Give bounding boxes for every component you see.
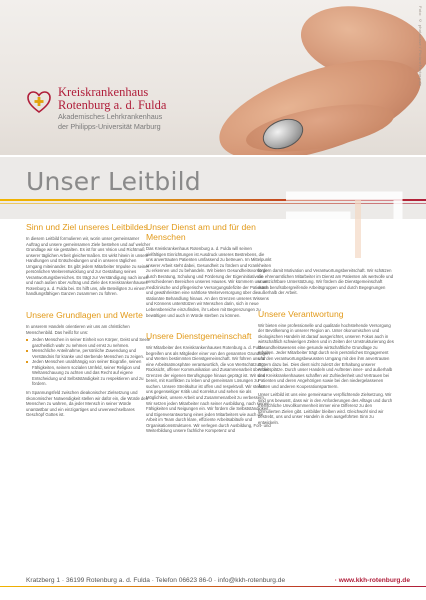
hospital-logo bbox=[26, 86, 166, 132]
footer-contact bbox=[26, 577, 410, 584]
body-paragraph: Unser Leitbild ist uns eine gemeinsame verpflichtende Zielsetzung. Wir sind uns bewusst, dass wir in den Anforderungen des Alltags und durch menschliche Unvollkommenheit immer eine Differenz zu den formulierten Zielen gibt. Leitbilder bleiben wird. Gleichwohl sind wir bestrebt, uns und unser Handeln in den ausgeführten Sinn zu entwickeln. bbox=[258, 392, 393, 426]
body-paragraph: Das Kreiskrankenhaus Rotenburg a. d. Fulda will seinen vielfältigen Einrichtungen ist Ausdruck unseres Bestrebens, die uns anvertrauten Patienten umfassend zu betreuen. Im Mittelpunkt unserer Arbeit steht dabei, Gesundheit zu fördern und Krankheiten zu erkennen und zu behandeln. Wir bieten Gesundheitsvorsorge durch Beratung, Schulung und Förderung der Eigeninitiative in verschiedenen Bereichen unseres Hauses. Wir kümmern uns um medizinische und pflegerische Versorgungsdefizite der Patienten und gewährleisten eine nahtlose Weiterversorgung über die stationäre Behandlung hinaus. An den Grenzen unseres Wissens und Könnens unterstützen wir Menschen darin, sich in neue Lebensbereiche einzufinden, ihr Leben mit Begrenzungen zu bewältigen und auch in Würde sterben zu können. bbox=[146, 246, 272, 318]
logo-sub-line2: der Philipps-Universität Marburg bbox=[58, 122, 161, 132]
section-heading: Unser Dienst am und für den Menschen bbox=[146, 222, 256, 242]
footer-website-link[interactable]: · www.kkh-rotenburg.de bbox=[334, 577, 410, 584]
heart-cross-icon bbox=[26, 89, 52, 115]
body-paragraph: Im Spannungsfeld zwischen dieakonischer Zielsetzung und ökonomischer Notwendigkeit stellen wir dafür ein, die Würde des Menschen zu wahren, da jeder Mensch in seiner Würde unantastbar und ein einzigartiges und unverwechselbares Geschöpf Gottes ist. bbox=[26, 390, 148, 418]
values-list bbox=[26, 337, 152, 387]
column-middle bbox=[146, 222, 272, 437]
section-heading: Unsere Verantwortung bbox=[258, 308, 344, 319]
brand-decoration bbox=[276, 186, 408, 258]
body-paragraph: In diesem Leitbild formulieren wir, worin unser gemeinsamer Auftrag und unsere gemeinsamen Ziele bestehen und auf welcher Grundlage wir sie gestalten. Es ist für uns Vision und Richtmaß unserer täglichen Arbeit gleichermaßen. Es wirkt hinein in unsere Handlungen und Entscheidungen und in unseren täglichen Umgang miteinander. Es gibt jedem Mitarbeiter Impulse zu seiner persönlichen Weiterentwicklung und zur Gestaltung seines Verantwortungsbereiches. Es trägt zur Verständigung nach innen und nach außen über Auftrag und Ziele des Kreiskrankenhauses Rotenburg a. d. Fulda bei. Es hilft uns, alle Beteiligten zu einem handlungsfähigen Ganzen zusammen zu führen. bbox=[26, 236, 151, 297]
section-heading: Unsere Grundlagen und Werte bbox=[26, 310, 143, 321]
section-heading: Unsere Dienstgemeinschaft bbox=[146, 331, 252, 342]
column-left bbox=[26, 222, 152, 421]
photo-credit: Foto: © photocase / PictureFactory.de bbox=[418, 6, 423, 87]
page-title: Unser Leitbild bbox=[26, 167, 201, 196]
list-item: Jeden Menschen in seiner Einheit von Körper, Geist und Seele ganzheitlich wahr zu nehmen und ernst zu nehmen. bbox=[26, 337, 152, 348]
footer-accent-line bbox=[0, 586, 426, 587]
body-paragraph: In unserem Handeln orientieren wir uns am christlichen Menschenbild. Das heißt für uns: bbox=[26, 324, 130, 335]
logo-name-line1: Kreiskrankenhaus bbox=[58, 85, 149, 99]
list-item: Menschliche Anteilnahme, persönliche Zuwendung und Verständnis für kranke und sterbende Menschen zu zeigen. bbox=[26, 348, 152, 359]
body-paragraph: Wir bieten eine professionelle und qualitativ hochstehende Versorgung der Bevölkerung in unserer Region an. Unter ökonomischen und ökologischen Handeln ist darauf ausgerichtet, unseren Fokus auch in wirtschaftlich schwierigen Zeiten und in Zeiten der Umstrukturierung des Gesundheitswesens eine gesunde wirtschaftliche Grundlage zu erhalten. Jeder Mitarbeiter trägt durch sein persönliches Engagement und den verantwortungsbewussten Umgang mit den ihm anvertrauten Gütern dazu bei. Dies dient nicht zuletzt der Erhaltung unserer Arbeitsplätze. Durch unser Handeln und Auftreten inner- und außerhalb des Kreiskrankenhauses schaffen wir Zufriedenheit und Vertrauen bei Patienten und deren Angehörigen sowie bei den niedergelassenen Ärzten und anderen Kooperationspartnern. bbox=[258, 322, 394, 389]
list-item: Jeden Menschen unabhängig von seiner Biografie, seinen Fähigkeiten, seinem sozialen Umfeld, seiner Religion und Weltanschauung zu achten und das Recht auf eigene Entscheidung und Selbstständigkeit zu respektieren und zu fördern. bbox=[26, 359, 152, 387]
body-paragraph: fördern damit Motivation und Verantwortungsbereitschaft. Wir schätzen die ehrenamtlichen Mitarbeiter im Dienst am Patienten als wertvolle und unverzichtbare Unterstützung. Wir fördern die Dienstgemeinschaft durch berufsübergreifende Arbeitsgruppen und durch Begegnungen außerhalb der Arbeit. bbox=[258, 268, 394, 296]
column-right bbox=[258, 268, 394, 429]
logo-sub-line1: Akademisches Lehrkrankenhaus bbox=[58, 112, 163, 121]
logo-name-line2: Rotenburg a. d. Fulda bbox=[58, 97, 167, 112]
footer-address: Kratzberg 1 · 36199 Rotenburg a. d. Fulda · Telefon 06623 86-0 · info@kkh-rotenburg.de bbox=[26, 577, 286, 584]
body-paragraph: Wir Mitarbeiter des Kreiskrankenhauses Rotenburg a. d. Fulda begreifen uns als Mitglieder einer von den genannten Grundlagen und Werten bestimmten Dienstgemeinschaft. Wir führen uns für eine Arbeitsatmosphäre verantwortlich, die von Wertschätzung, Rücksicht, offener Kommunikation und Zusammenarbeit über die Grenzen der eigenen Berufsgruppe hinaus geprägt ist. Wir sind bereit, mit Konflikten zu leben und gemeinsam Lösungen zu suchen. Unsere Streitkultur ist offen und respektvoll. Wir stellen uns gegenseitiger Kritik und Korrektur und sehen sie als Möglichkeit, unsere Arbeit und Zusammenarbeit zu verbessern. Wir setzen jeden Mitarbeiter nach seiner Ausbildung, nach seinen Fähigkeiten und Neigungen ein. Wir fördern die Selbstständigkeit und Eigenverantwortung eines jeden Mitarbeiters wie auch die Arbeit im Team durch klare, effiziente Arbeitsabläufe und Organisationsstrukturen. Wir verlegen durch Ausbildung, Fort- und Weiterbildung unsere fachliche Kompetenz und bbox=[146, 345, 271, 434]
section-heading: Sinn und Ziel unseres Leitbildes bbox=[26, 222, 148, 232]
